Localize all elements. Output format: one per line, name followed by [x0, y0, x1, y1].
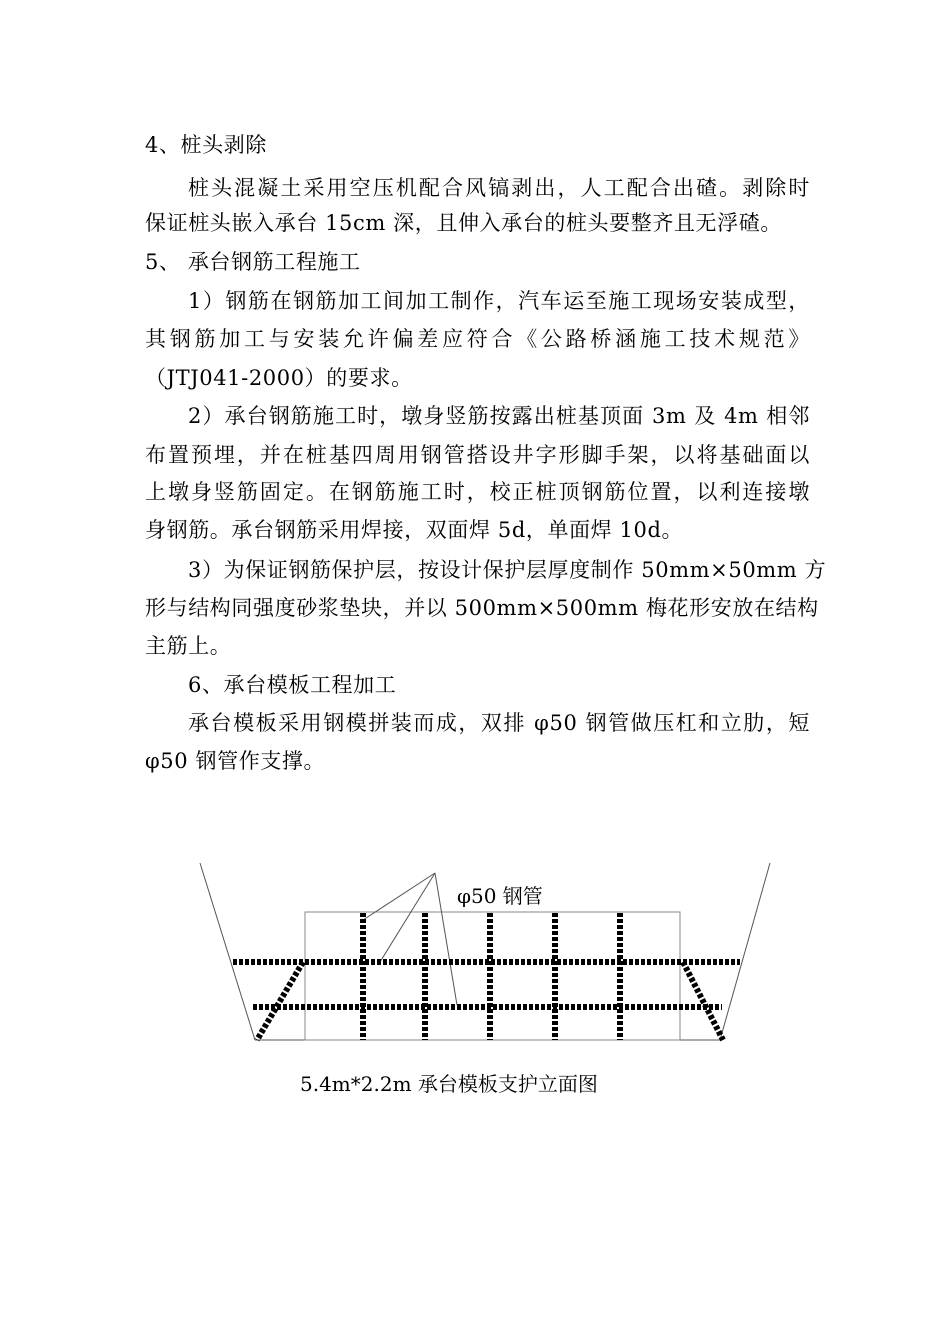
paragraph-line: 保证桩头嵌入承台 15cm 深，且伸入承台的桩头要整齐且无浮碴。 [145, 211, 782, 235]
paragraph-line: φ50 钢管作支撑。 [145, 749, 326, 773]
figure-caption: 5.4m*2.2m 承台模板支护立面图 [300, 1072, 598, 1096]
left-diagonal-strut [257, 962, 303, 1040]
leader-line [435, 873, 457, 1005]
leader-line [363, 873, 435, 920]
paragraph-line: 1）钢筋在钢筋加工间加工制作，汽车运至施工现场安装成型， [188, 289, 810, 313]
left-slope-line [200, 863, 255, 1040]
paragraph-line: 布置预埋，并在桩基四周用钢管搭设井字形脚手架，以将基础面以 [145, 443, 810, 467]
paragraph-line: 主筋上。 [145, 634, 232, 658]
paragraph-line: 承台模板采用钢模拼装而成，双排 φ50 钢管做压杠和立肋，短 [188, 711, 810, 735]
formwork-diagram [195, 855, 775, 1055]
paragraph-line: 形与结构同强度砂浆垫块，并以 500mm×500mm 梅花形安放在结构 [145, 596, 819, 620]
paragraph-line: 2）承台钢筋施工时，墩身竖筋按露出桩基顶面 3m 及 4m 相邻 [188, 404, 810, 428]
leader-line [380, 873, 435, 962]
paragraph-line: 其钢筋加工与安装允许偏差应符合《公路桥涵施工技术规范》 [145, 327, 810, 351]
paragraph-line: 上墩身竖筋固定。在钢筋施工时，校正桩顶钢筋位置，以利连接墩 [145, 480, 810, 504]
section-heading-4: 4、桩头剥除 [145, 133, 267, 157]
right-slope-line [720, 863, 770, 1040]
section-heading-6: 6、承台模板工程加工 [188, 673, 397, 697]
formwork-elevation-figure [195, 855, 775, 1055]
paragraph-line: （JTJ041-2000）的要求。 [145, 366, 413, 390]
paragraph-line: 身钢筋。承台钢筋采用焊接，双面焊 5d，单面焊 10d。 [145, 518, 684, 542]
paragraph-line: 桩头混凝土采用空压机配合风镐剥出，人工配合出碴。剥除时 [188, 176, 810, 200]
paragraph-line: 3）为保证钢筋保护层，按设计保护层厚度制作 50mm×50mm 方 [188, 558, 827, 582]
pipe-label: φ50 钢管 [457, 884, 543, 908]
right-diagonal-strut [683, 962, 723, 1040]
section-heading-5: 5、 承台钢筋工程施工 [145, 250, 361, 274]
